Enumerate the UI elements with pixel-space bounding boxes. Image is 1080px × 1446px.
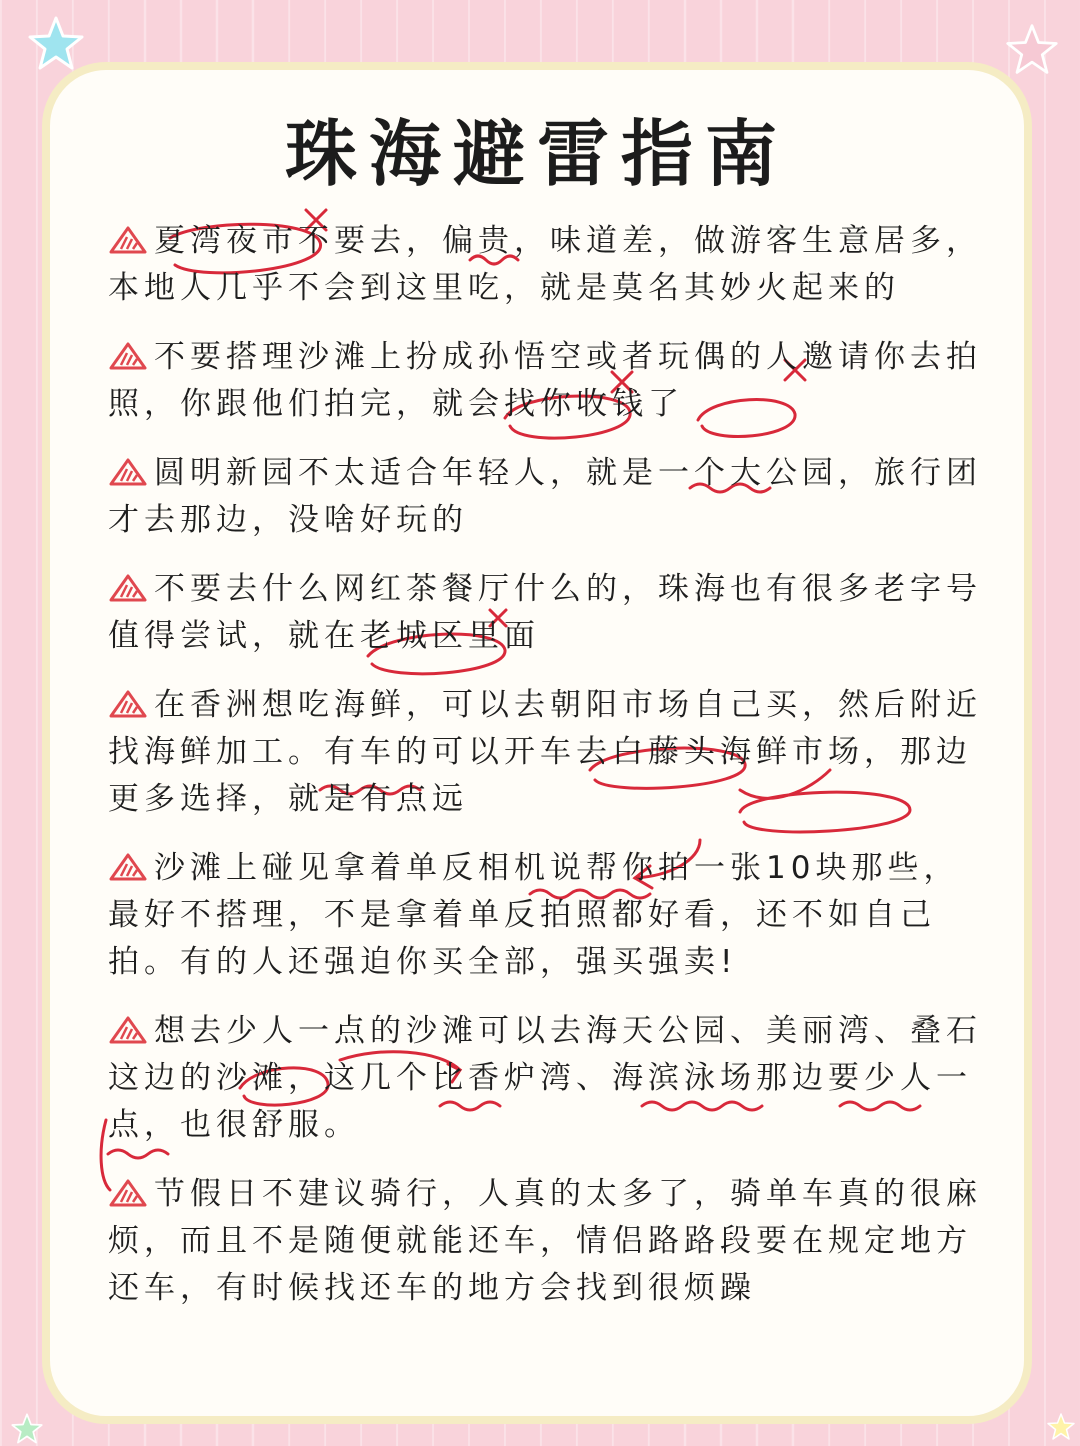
tip-text: 圆明新园不太适合年轻人，就是一个大公园，旅行团才去那边，没啥好玩的 [108, 455, 982, 538]
page-title: 珠海避雷指南 [284, 112, 789, 196]
tip-text: 夏湾夜市不要去，偏贵，味道差，做游客生意居多，本地人几乎不会到这里吃，就是莫名其妙火起来的 [108, 223, 982, 306]
tip-text: 想去少人一点的沙滩可以去海天公园、美丽湾、叠石这边的沙滩，这几个比香炉湾、海滨泳场那边要少人一点，也很舒服。 [108, 1013, 982, 1143]
list-item [108, 334, 988, 428]
list-item [108, 682, 988, 823]
tip-text: 不要搭理沙滩上扮成孙悟空或者玩偶的人邀请你去拍照，你跟他们拍完，就会找你收钱了 [108, 339, 982, 422]
tip-text: 在香洲想吃海鲜，可以去朝阳市场自己买，然后附近找海鲜加工。有车的可以开车去白藤头海鲜市场，那边更多选择，就是有点远 [108, 687, 982, 817]
list-item [108, 218, 988, 312]
star-icon [1046, 1412, 1076, 1442]
warning-icon [108, 689, 148, 719]
star-icon [10, 1412, 44, 1446]
tip-text: 不要去什么网红茶餐厅什么的，珠海也有很多老字号值得尝试，就在老城区里面 [108, 571, 982, 654]
warning-icon [108, 852, 148, 882]
star-icon [26, 14, 86, 74]
star-icon [1004, 22, 1060, 78]
warning-icon [108, 1178, 148, 1208]
tip-text: 节假日不建议骑行，人真的太多了，骑单车真的很麻烦，而且不是随便就能还车，情侣路路段要在规定地方还车，有时候找还车的地方会找到很烦躁 [108, 1176, 982, 1306]
warning-icon [108, 341, 148, 371]
warning-icon [108, 225, 148, 255]
list-item [108, 1008, 988, 1149]
list-item [108, 566, 988, 660]
list-item [108, 845, 988, 986]
list-item [108, 450, 988, 544]
list-item [108, 1171, 988, 1312]
warning-icon [108, 1015, 148, 1045]
tip-text: 沙滩上碰见拿着单反相机说帮你拍一张10块那些，最好不搭理，不是拿着单反拍照都好看，还不如自己拍。有的人还强迫你买全部，强买强卖! [108, 850, 960, 980]
warning-icon [108, 457, 148, 487]
guide-card [42, 62, 1032, 1424]
warning-icon [108, 573, 148, 603]
tips-list [108, 218, 988, 1334]
